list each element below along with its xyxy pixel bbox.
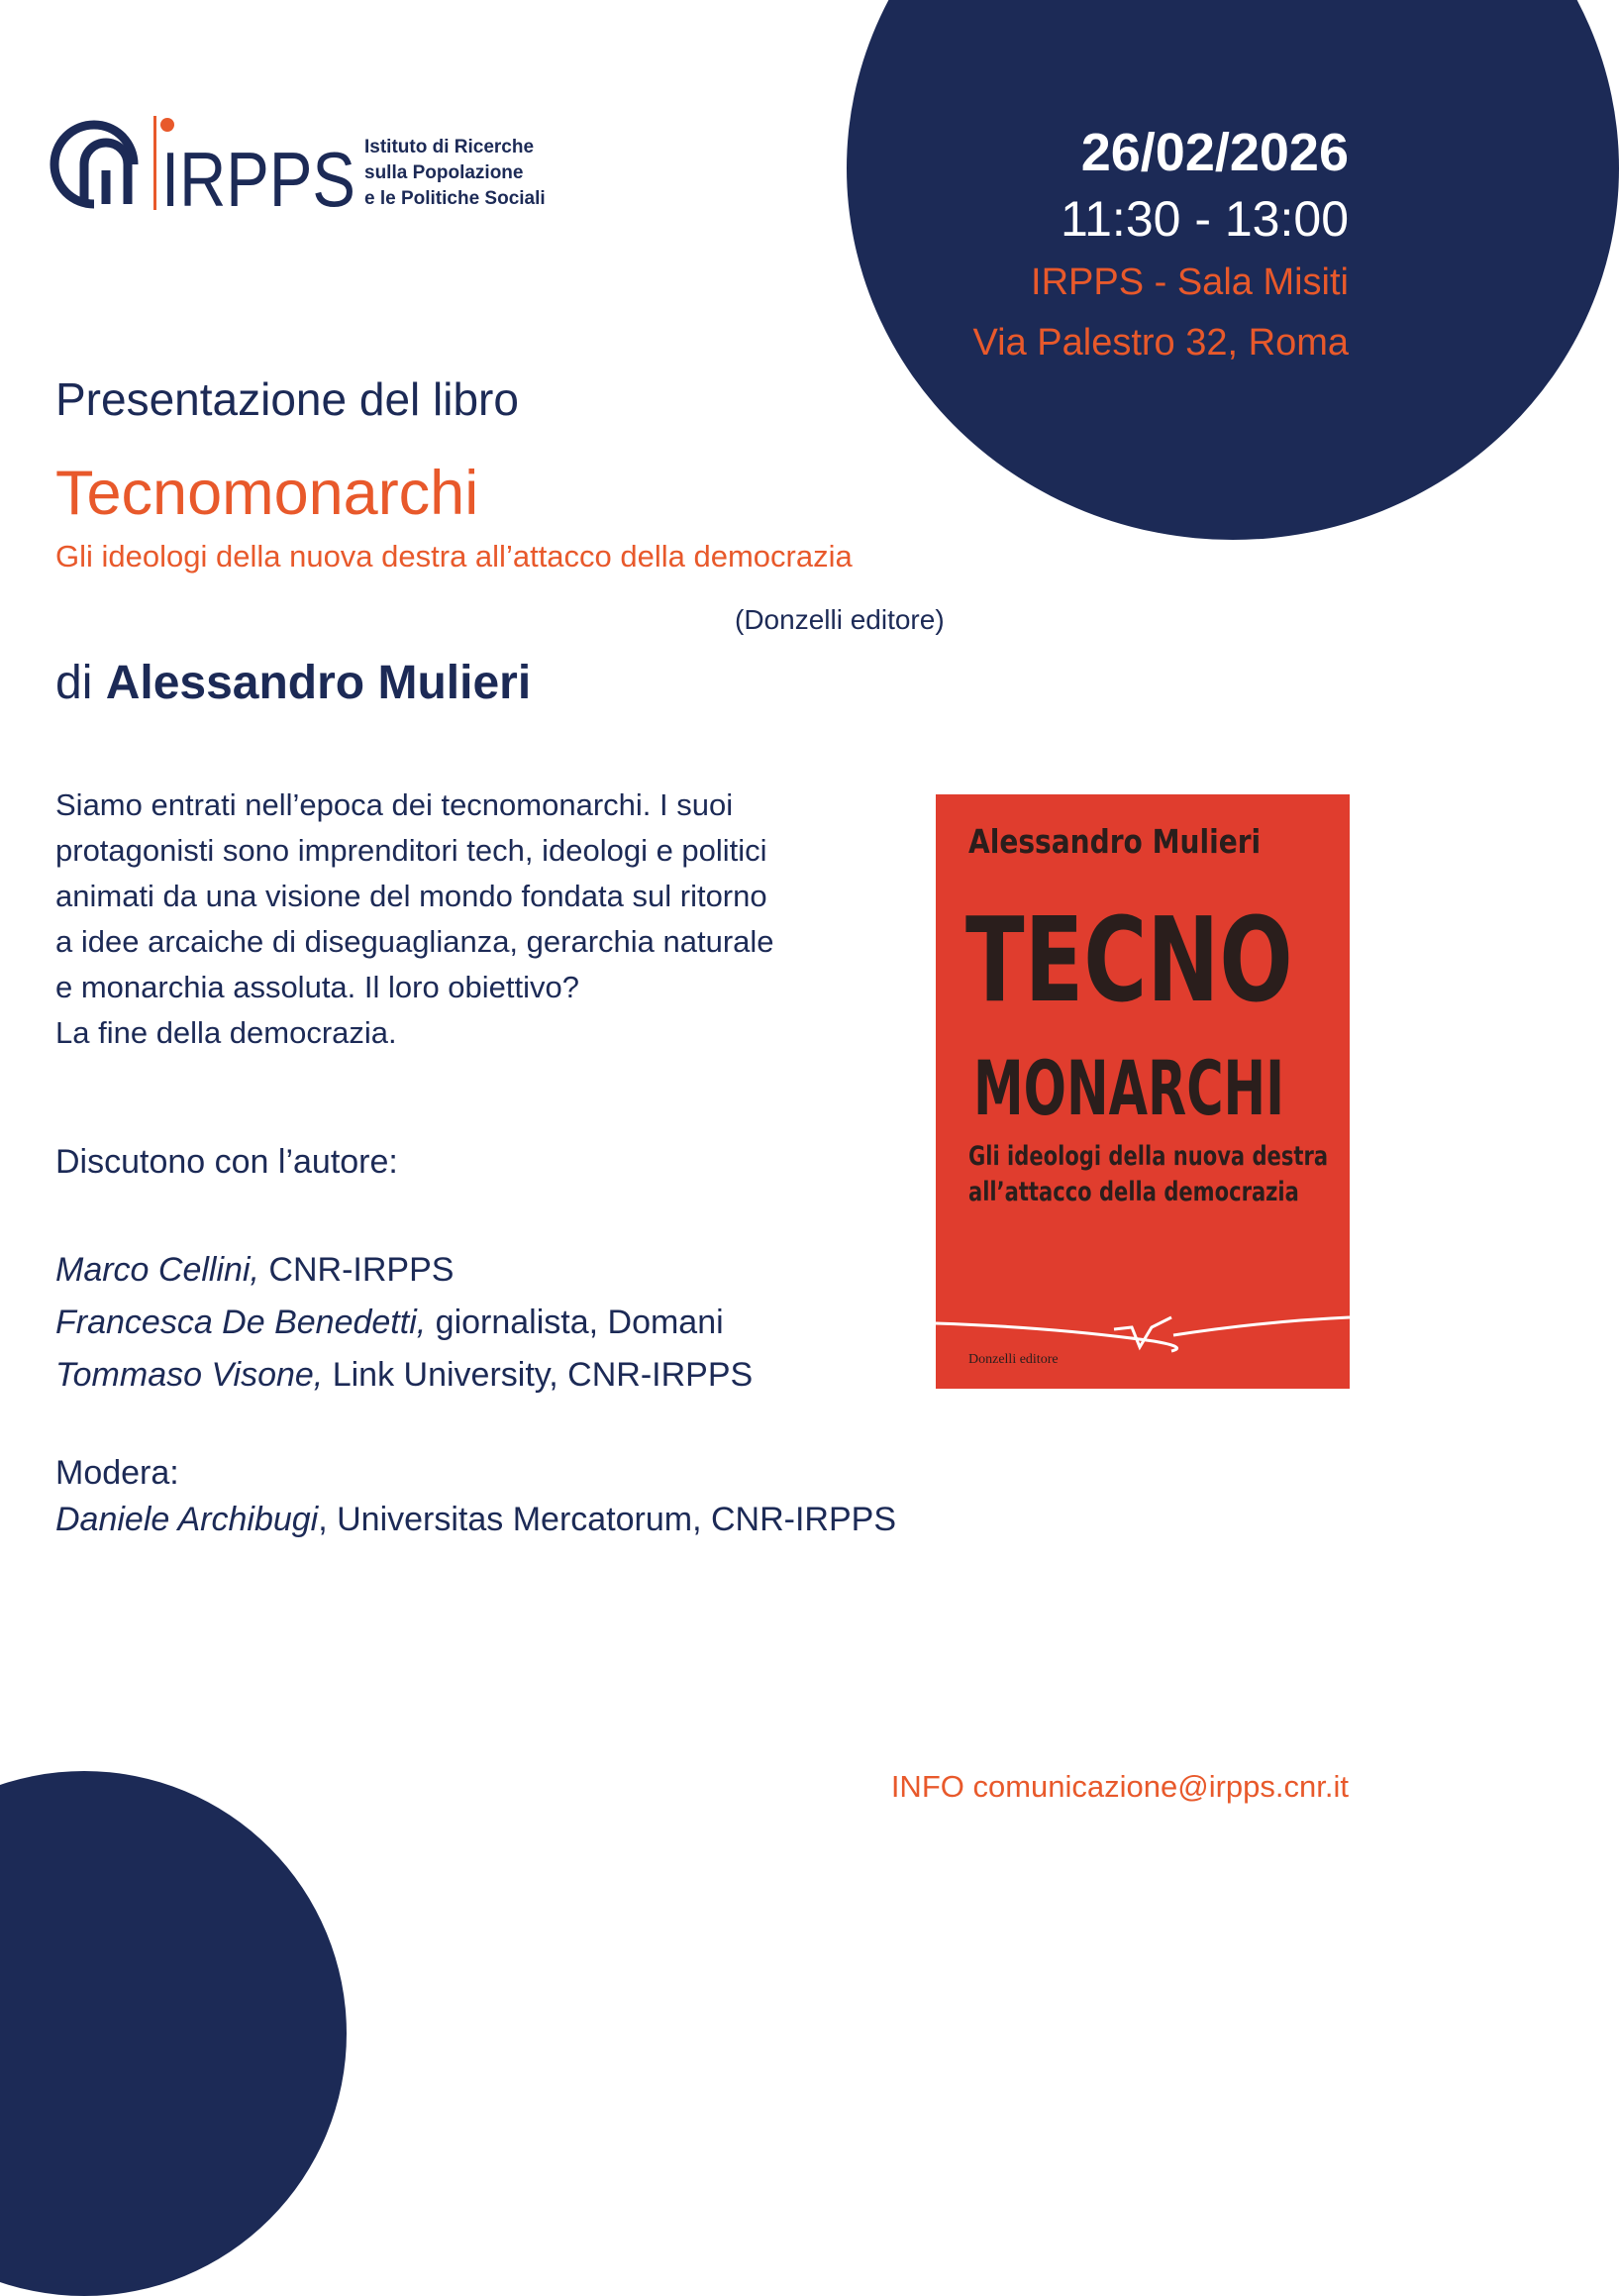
presentation-intro: Presentazione del libro (55, 373, 519, 425)
irpps-logo (45, 111, 559, 223)
discussant-name: Francesca De Benedetti, (55, 1304, 427, 1341)
discussant-name: Marco Cellini, (55, 1251, 259, 1289)
cover-publisher: Donzelli editore (968, 1352, 1059, 1367)
svg-text:IRPPS: IRPPS (161, 136, 355, 223)
description-line: animati da una visione del mondo fondata sul ritorno (55, 879, 767, 913)
cover-author: Alessandro Mulieri (968, 822, 1262, 861)
cover-title-line: MONARCHI (973, 1044, 1285, 1132)
description-line: protagonisti sono imprenditori tech, ideologi e politici (55, 833, 767, 868)
book-cover-image (936, 794, 1350, 1389)
cover-subtitle-line: all’attacco della democrazia (968, 1177, 1299, 1207)
info-contact: INFO comunicazione@irpps.cnr.it (890, 1769, 1349, 1804)
moderator-heading: Modera: (55, 1454, 179, 1492)
book-description (55, 783, 887, 1056)
description-line: e monarchia assoluta. Il loro obiettivo? (55, 970, 580, 1004)
description-line: a idee arcaiche di diseguaglianza, gerarchia naturale (55, 924, 774, 959)
moderator-row (55, 1501, 896, 1539)
cover-title-line: TECNO (965, 891, 1293, 1028)
moderator-affiliation: , Universitas Mercatorum, CNR-IRPPS (318, 1501, 897, 1538)
description-line: La fine della democrazia. (55, 1015, 397, 1050)
discussant-affiliation: Link University, CNR-IRPPS (332, 1356, 754, 1394)
discussant-affiliation: CNR-IRPPS (268, 1251, 455, 1289)
discussants-heading: Discutono con l’autore: (55, 1143, 398, 1181)
discussant-row (55, 1297, 753, 1349)
institute-name-line: Istituto di Ricerche (364, 137, 535, 157)
decorative-circle-bottom (0, 1771, 347, 2296)
moderator-name: Daniele Archibugi (55, 1501, 319, 1538)
event-date: 26/02/2026 (1080, 123, 1349, 182)
author-prefix: di (55, 657, 93, 709)
institute-name-line: sulla Popolazione (364, 162, 524, 183)
book-subtitle: Gli ideologi della nuova destra all’attacco della democrazia (55, 539, 853, 574)
institute-name (364, 135, 546, 212)
institute-name-line: e le Politiche Sociali (364, 188, 546, 209)
discussant-row (55, 1244, 753, 1297)
cover-subtitle (968, 1139, 1328, 1210)
discussant-name: Tommaso Visone, (55, 1356, 324, 1394)
event-address: Via Palestro 32, Roma (972, 322, 1349, 364)
cover-subtitle-line: Gli ideologi della nuova destra (968, 1141, 1329, 1172)
book-publisher: (Donzelli editore) (735, 604, 945, 635)
event-info (973, 121, 1350, 372)
author-line (55, 656, 531, 710)
discussant-affiliation: giornalista, Domani (435, 1304, 724, 1341)
discussants-list (55, 1244, 753, 1402)
author-name: Alessandro Mulieri (105, 657, 532, 709)
event-venue: IRPPS - Sala Misiti (1031, 261, 1349, 303)
discussant-row (55, 1349, 753, 1402)
description-line: Siamo entrati nell’epoca dei tecnomonarchi. I suoi (55, 787, 734, 822)
cnr-irpps-logo-mark (45, 111, 361, 223)
event-time: 11:30 - 13:00 (1061, 191, 1349, 247)
book-title: Tecnomonarchi (55, 459, 479, 528)
